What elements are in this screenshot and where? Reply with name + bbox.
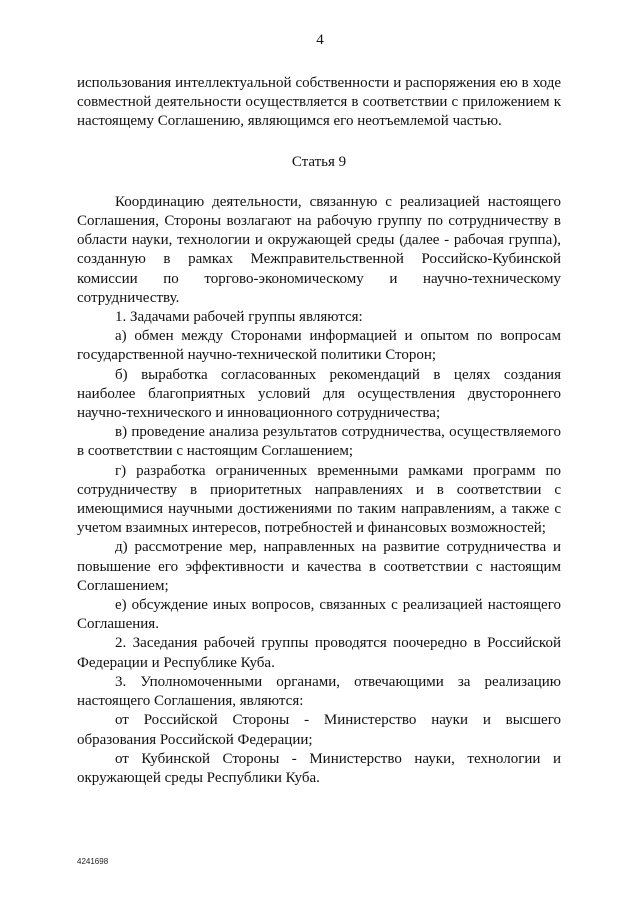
page-number: 4: [316, 32, 324, 48]
article-paragraph-meetings: 2. Заседания рабочей группы проводятся поочередно в Российской Федерации и Республике Куба.: [77, 635, 561, 671]
document-code: 4241698: [77, 857, 109, 866]
article-item-v: в) проведение анализа результатов сотрудничества, осуществляемого в соответствии с настоящим Соглашением;: [77, 424, 561, 460]
article-item-d: д) рассмотрение мер, направленных на развитие сотрудничества и повышение его эффективности и качества в соответствии с настоящим Соглашением;: [77, 539, 561, 594]
article-authority-cuba: от Кубинской Стороны - Министерство науки, технологии и окружающей среды Республики Куба.: [77, 750, 561, 786]
article-item-b: б) выработка согласованных рекомендаций в целях создания наиболее благоприятных условий для осуществления двустороннего научно-технического и инновационного сотрудничества;: [77, 366, 561, 422]
article-item-a: а) обмен между Сторонами информацией и опытом по вопросам государственной научно-технической политики Сторон;: [77, 328, 561, 364]
article-paragraph-coordination: Координацию деятельности, связанную с реализацией настоящего Соглашения, Стороны возлагают на рабочую группу по сотрудничеству в области науки, технологии и окружающей среды (далее - рабочая группа), созданную в рамках Межправительственной Российско-Кубинской комиссии по торгово-экономическому и научно-техническому сотрудничеству.: [77, 193, 561, 306]
article-paragraph-tasks-intro: 1. Задачами рабочей группы являются:: [115, 309, 363, 326]
article-authority-russia: от Российской Стороны - Министерство науки и высшего образования Российской Федерации;: [77, 712, 561, 748]
article-paragraph-authorities: 3. Уполномоченными органами, отвечающими за реализацию настоящего Соглашения, являются:: [77, 673, 561, 710]
article-item-g: г) разработка ограниченных временными рамками программ по сотрудничеству в приоритетных направлениях и в соответствии с имеющимися научными достижениями по таким направлениям, а также с учетом взаимных интересов, потребностей и финансовых возможностей;: [77, 462, 561, 537]
document-body: [77, 74, 561, 788]
article-item-e: е) обсуждение иных вопросов, связанных с реализацией настоящего Соглашения.: [77, 597, 561, 633]
intro-paragraph: использования интеллектуальной собственности и распоряжения ею в ходе совместной деятельности осуществляется в соответствии с приложением к настоящему Соглашению, являющимся его неотъемлемой частью.: [77, 75, 561, 130]
article-heading: Статья 9: [291, 153, 347, 170]
